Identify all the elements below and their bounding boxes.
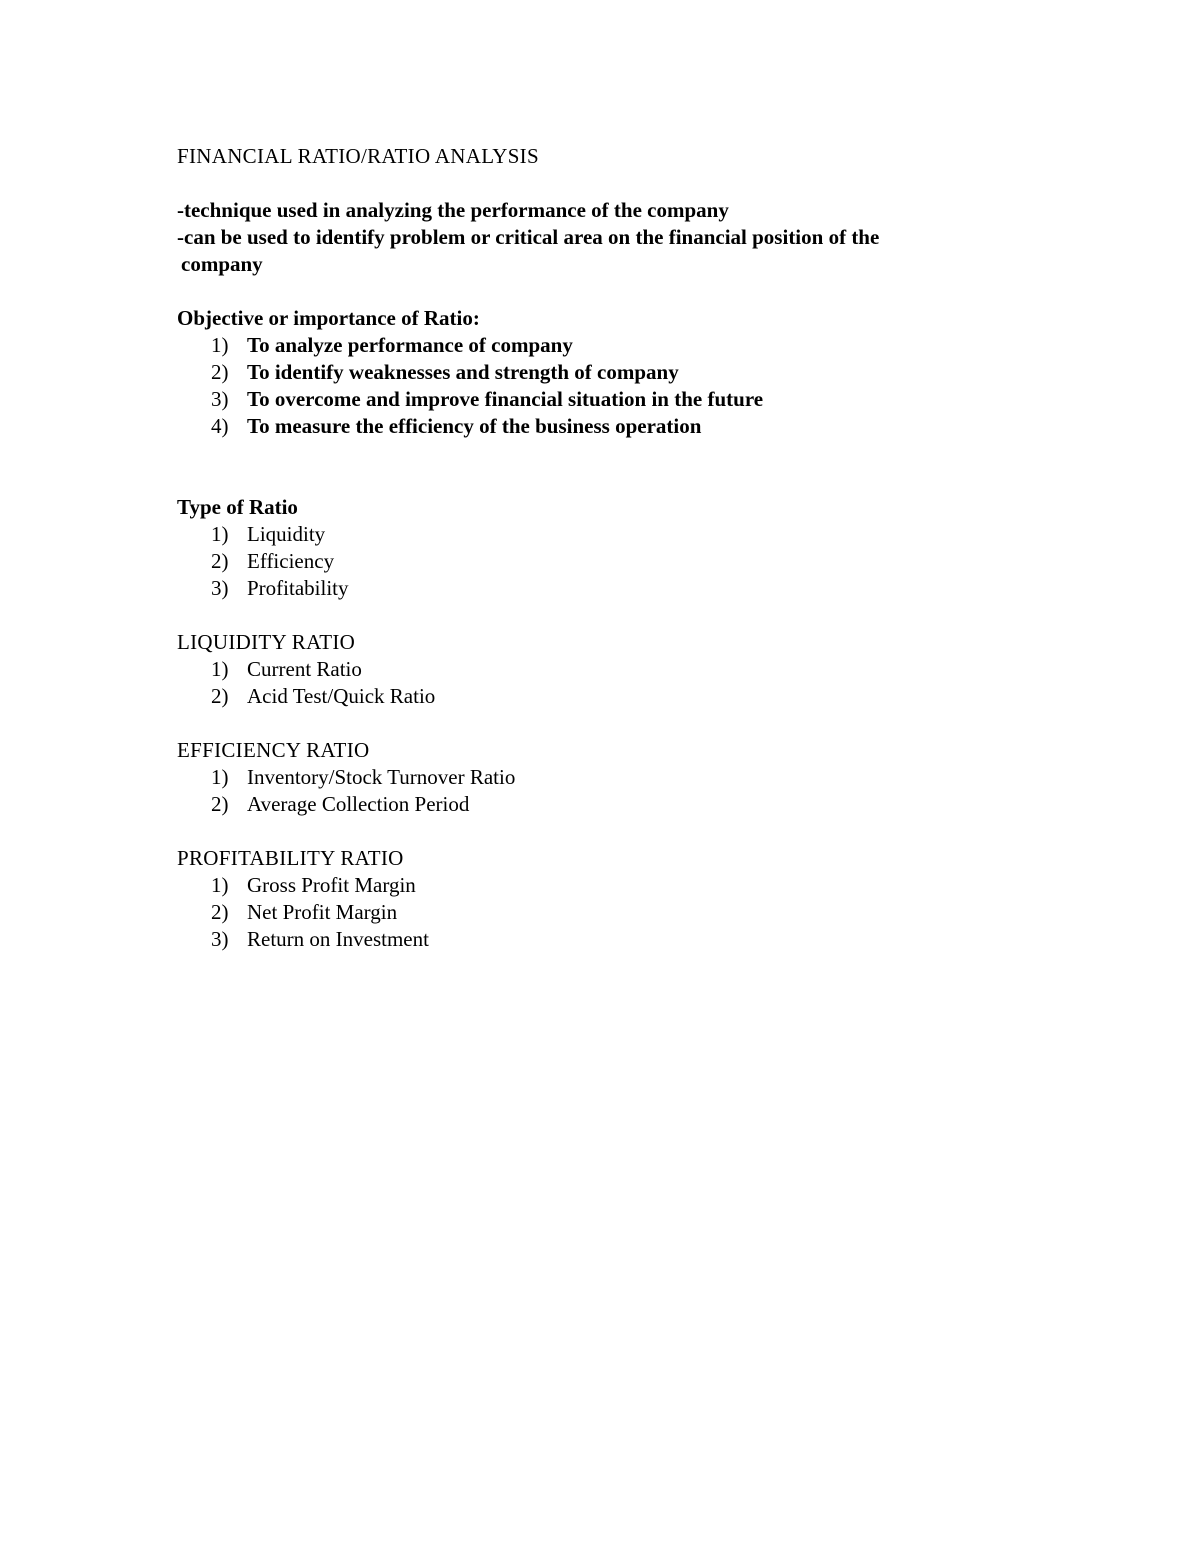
list-text: Net Profit Margin (247, 900, 398, 924)
document-body (177, 143, 997, 953)
list-number: 4) (211, 414, 229, 438)
liquidity-heading: LIQUIDITY RATIO (177, 630, 356, 654)
list-number: 3) (211, 927, 229, 951)
list-item (177, 359, 997, 386)
list-item (177, 683, 997, 710)
efficiency-list (177, 764, 997, 818)
list-number: 1) (211, 657, 229, 681)
definition-line: -can be used to identify problem or critical area on the financial position of the (177, 225, 880, 249)
profitability-list (177, 872, 997, 953)
list-item (177, 386, 997, 413)
list-text: Current Ratio (247, 657, 362, 681)
list-number: 3) (211, 576, 229, 600)
list-text: Profitability (247, 576, 349, 600)
list-item (177, 413, 997, 440)
list-number: 1) (211, 522, 229, 546)
list-number: 1) (211, 873, 229, 897)
list-number: 3) (211, 387, 229, 411)
list-number: 2) (211, 549, 229, 573)
list-item (177, 791, 997, 818)
spacer (177, 710, 997, 737)
list-text: To analyze performance of company (247, 333, 573, 357)
list-item (177, 575, 997, 602)
list-text: To identify weaknesses and strength of company (247, 360, 679, 384)
spacer (177, 602, 997, 629)
profitability-heading: PROFITABILITY RATIO (177, 846, 404, 870)
list-text: Acid Test/Quick Ratio (247, 684, 436, 708)
list-item (177, 548, 997, 575)
objectives-list (177, 332, 997, 440)
list-number: 2) (211, 792, 229, 816)
list-item (177, 521, 997, 548)
list-text: Inventory/Stock Turnover Ratio (247, 765, 516, 789)
list-text: Liquidity (247, 522, 326, 546)
spacer (177, 818, 997, 845)
efficiency-heading: EFFICIENCY RATIO (177, 738, 370, 762)
list-item (177, 656, 997, 683)
spacer (177, 278, 997, 305)
list-text: Return on Investment (247, 927, 429, 951)
list-number: 1) (211, 333, 229, 357)
list-item (177, 926, 997, 953)
list-text: Gross Profit Margin (247, 873, 416, 897)
list-item (177, 332, 997, 359)
list-number: 2) (211, 900, 229, 924)
list-text: To overcome and improve financial situation in the future (247, 387, 764, 411)
definition-line: company (181, 252, 263, 276)
list-item (177, 764, 997, 791)
list-text: To measure the efficiency of the business operation (247, 414, 702, 438)
liquidity-list (177, 656, 997, 710)
list-number: 1) (211, 765, 229, 789)
spacer (177, 440, 997, 494)
list-item (177, 872, 997, 899)
list-text: Efficiency (247, 549, 335, 573)
spacer (177, 170, 997, 197)
list-text: Average Collection Period (247, 792, 470, 816)
list-number: 2) (211, 360, 229, 384)
types-list (177, 521, 997, 602)
list-number: 2) (211, 684, 229, 708)
definition-line: -technique used in analyzing the performance of the company (177, 198, 729, 222)
list-item (177, 899, 997, 926)
objectives-heading: Objective or importance of Ratio: (177, 306, 480, 330)
types-heading: Type of Ratio (177, 495, 298, 519)
document-title: FINANCIAL RATIO/RATIO ANALYSIS (177, 144, 539, 168)
